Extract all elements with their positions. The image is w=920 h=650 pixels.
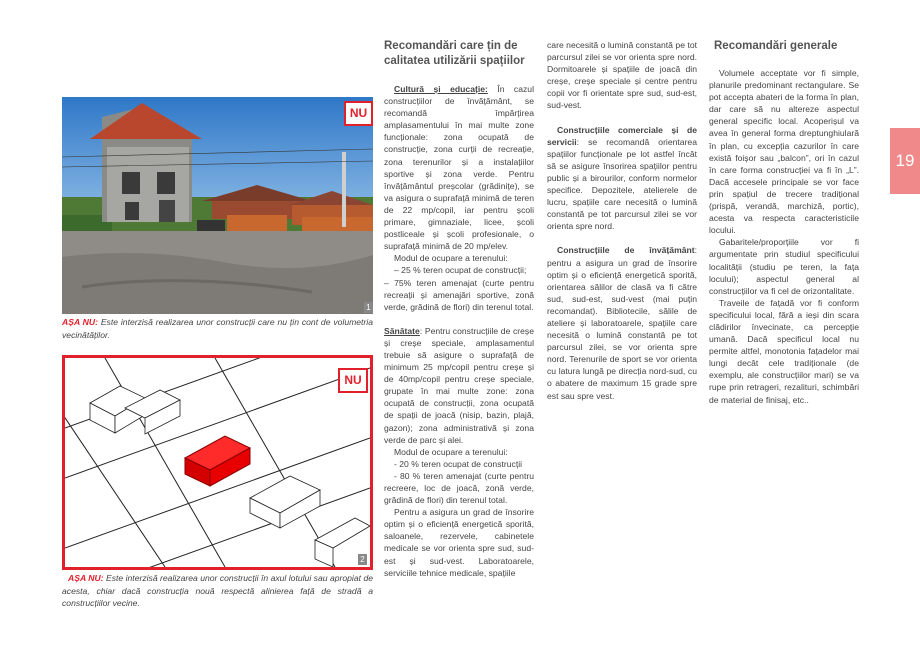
nu-badge: NU	[344, 101, 373, 126]
paragraph: Pentru a asigura un grad de însorire optim și o eficiență energetică sporită, saloanele, rezervele, cabinetele medicale se vor orienta spre sud, sud-est și sud-vest. Laboratoarele, serviciile tehnice medicale, spațiile	[384, 507, 534, 578]
nu-badge: NU	[338, 368, 368, 393]
caption-label: AȘA NU:	[68, 573, 104, 583]
paragraph	[547, 244, 697, 401]
paragraph: care necesită o lumină constantă pe tot parcursul zilei se vor orienta spre nord. Dormitoarele și spațiile de joacă din creșe, creșe speciale și centre pentru copii vor fi orientate spre sud, sud-est, sud-vest.	[547, 40, 697, 111]
caption-text: Este interzisă realizarea unor construcții în axul lotului sau apropiat de acesta, chiar dacă construcția nouă respectă alinierea față de stradă a construcțiilor vecine.	[62, 573, 373, 608]
column-1-heading: Recomandări care țin de calitatea utilizării spațiilor	[384, 40, 525, 67]
column-2-text	[547, 39, 697, 402]
column-1-text	[384, 83, 534, 579]
paragraph: – 75% teren amenajat (curte pentru recreații și amenajări sportive, zonă verde, grădină de flori) din terenul total.	[384, 277, 534, 312]
paragraph: Volumele acceptate vor fi simple, planurile predominant rectangulare. Se pot accepta abateri de la forma în plan, dar care să nu altereze aspectul general specific local. Acoperișul va avea în general forma dreptunghiulară în plan, cu excepția cazurilor în care există foișor sau „balcon”, ori în cazul în care forma construcției va fi în „L”. Dacă accesele principale se vor face prin spațiul de trecere tradițional (prispă, verandă, marchiză, portic), acesta va respecta caracteristicile locului.	[709, 68, 859, 236]
subheading: Construcțiile de învățământ	[557, 245, 695, 256]
paragraph-text: : se recomandă orientarea spațiilor funcționale pe lot astfel încât să se asigure însorirea spațiilor pentru public și a birourilor, conform normelor specifice. Depozitele, atelierele de lucru, spațiile care necesită o lumină constantă pe tot parcursul zilei se vor orienta spre nord.	[547, 136, 697, 232]
house-photo-illustration	[62, 97, 373, 314]
paragraph	[384, 325, 534, 446]
figure-2-caption	[62, 572, 373, 610]
figure-number: 1	[364, 302, 373, 313]
figure-1-photo	[62, 97, 373, 314]
paragraph	[384, 83, 534, 252]
caption-text: Este interzisă realizarea unor construcții care nu țin cont de volumetria vecinătăților.	[62, 317, 373, 340]
paragraph: - 80 % teren amenajat (curte pentru recreere, loc de joacă, zonă verde, grădină de flori) din terenul total.	[384, 470, 534, 506]
subheading: Sănătate	[384, 325, 420, 336]
paragraph: Modul de ocupare a terenului:	[394, 446, 508, 457]
caption-label: AȘA NU:	[62, 317, 98, 327]
paragraph-text: : pentru a asigura un grad de însorire optim și o eficiență energetică sporită, orientarea sălilor de clasă va fi către sud, sud-est, sud-vest (mai puțin recomandat). Bibliotecile, sălile de ateliere și laboratoarele, spațiile care necesită o lumină constantă pe tot parcursul zilei, se vor orienta spre nord. Terenurile de sport se vor orienta cu latura lungă pe direcția nord-sud, cu o abatere de maximum 15 grade spre est sau spre vest.	[547, 245, 697, 401]
figure-1-caption	[62, 316, 373, 341]
figure-number: 2	[358, 554, 367, 565]
subheading: Construcțiile comerciale și de servicii	[547, 124, 697, 147]
paragraph	[547, 124, 697, 233]
column-3-text	[709, 67, 859, 406]
paragraph: – 25 % teren ocupat de construcții;	[394, 265, 527, 276]
subheading: Cultură și educație:	[394, 84, 488, 94]
paragraph: Modul de ocupare a terenului:	[394, 253, 508, 264]
paragraph: Traveile de fațadă vor fi conform specificului local, fără a ieși din scara clădirilor învecinate, ca percepție umană. Dacă specificul local nu permite altfel, monotonia fațadelor mai lungi decât cele tradiționale (de exemplu, ale construcțiilor mari) se va rupe prin retrageri, rezalituri, schimbări de material de finisaj, etc..	[709, 297, 859, 405]
paragraph-text: În cazul construcțiilor de învățământ, se recomandă împărțirea amplasamentului în mai multe zone funcționale: zona ocupată de construcție, zona curții de recreație, zona terenurilor și a instalațiilor sportive și zona verde. Pentru învățământul preșcolar (grădinițe), se va asigura o suprafață minimă de teren de 22 mp/copil, iar pentru școli primare, gimnaziale, licee, școli postliceale și școli profesionale, o suprafață minimă de 20 mp/elev.	[384, 84, 534, 252]
site-axonometric-illustration	[65, 358, 370, 567]
column-3-heading: Recomandări generale	[714, 40, 838, 52]
paragraph-text: : Pentru construcțiile de creșe și creșe speciale, amplasamentul trebuie să asigure o suprafață de minimum 25 mp/copil pentru creșe și de 40mp/copil pentru creșe speciale, grupate în mai multe zone: zona ocupată de construcții, zona ocupată de spații de joacă (nisip, bazin, plajă, gazon); zona administrativă și zona verde de parc și alei.	[384, 325, 534, 445]
figure-2-drawing	[62, 355, 373, 570]
paragraph: Gabaritele/proporțiile vor fi argumentate prin studiul specificului localității (studiu pe teren, la fața locului); aspectul general al construcțiilor va fi cel de orizontalitate.	[709, 237, 859, 296]
paragraph: - 20 % teren ocupat de construcții	[394, 458, 523, 469]
page-number-tab: 19	[890, 128, 920, 194]
